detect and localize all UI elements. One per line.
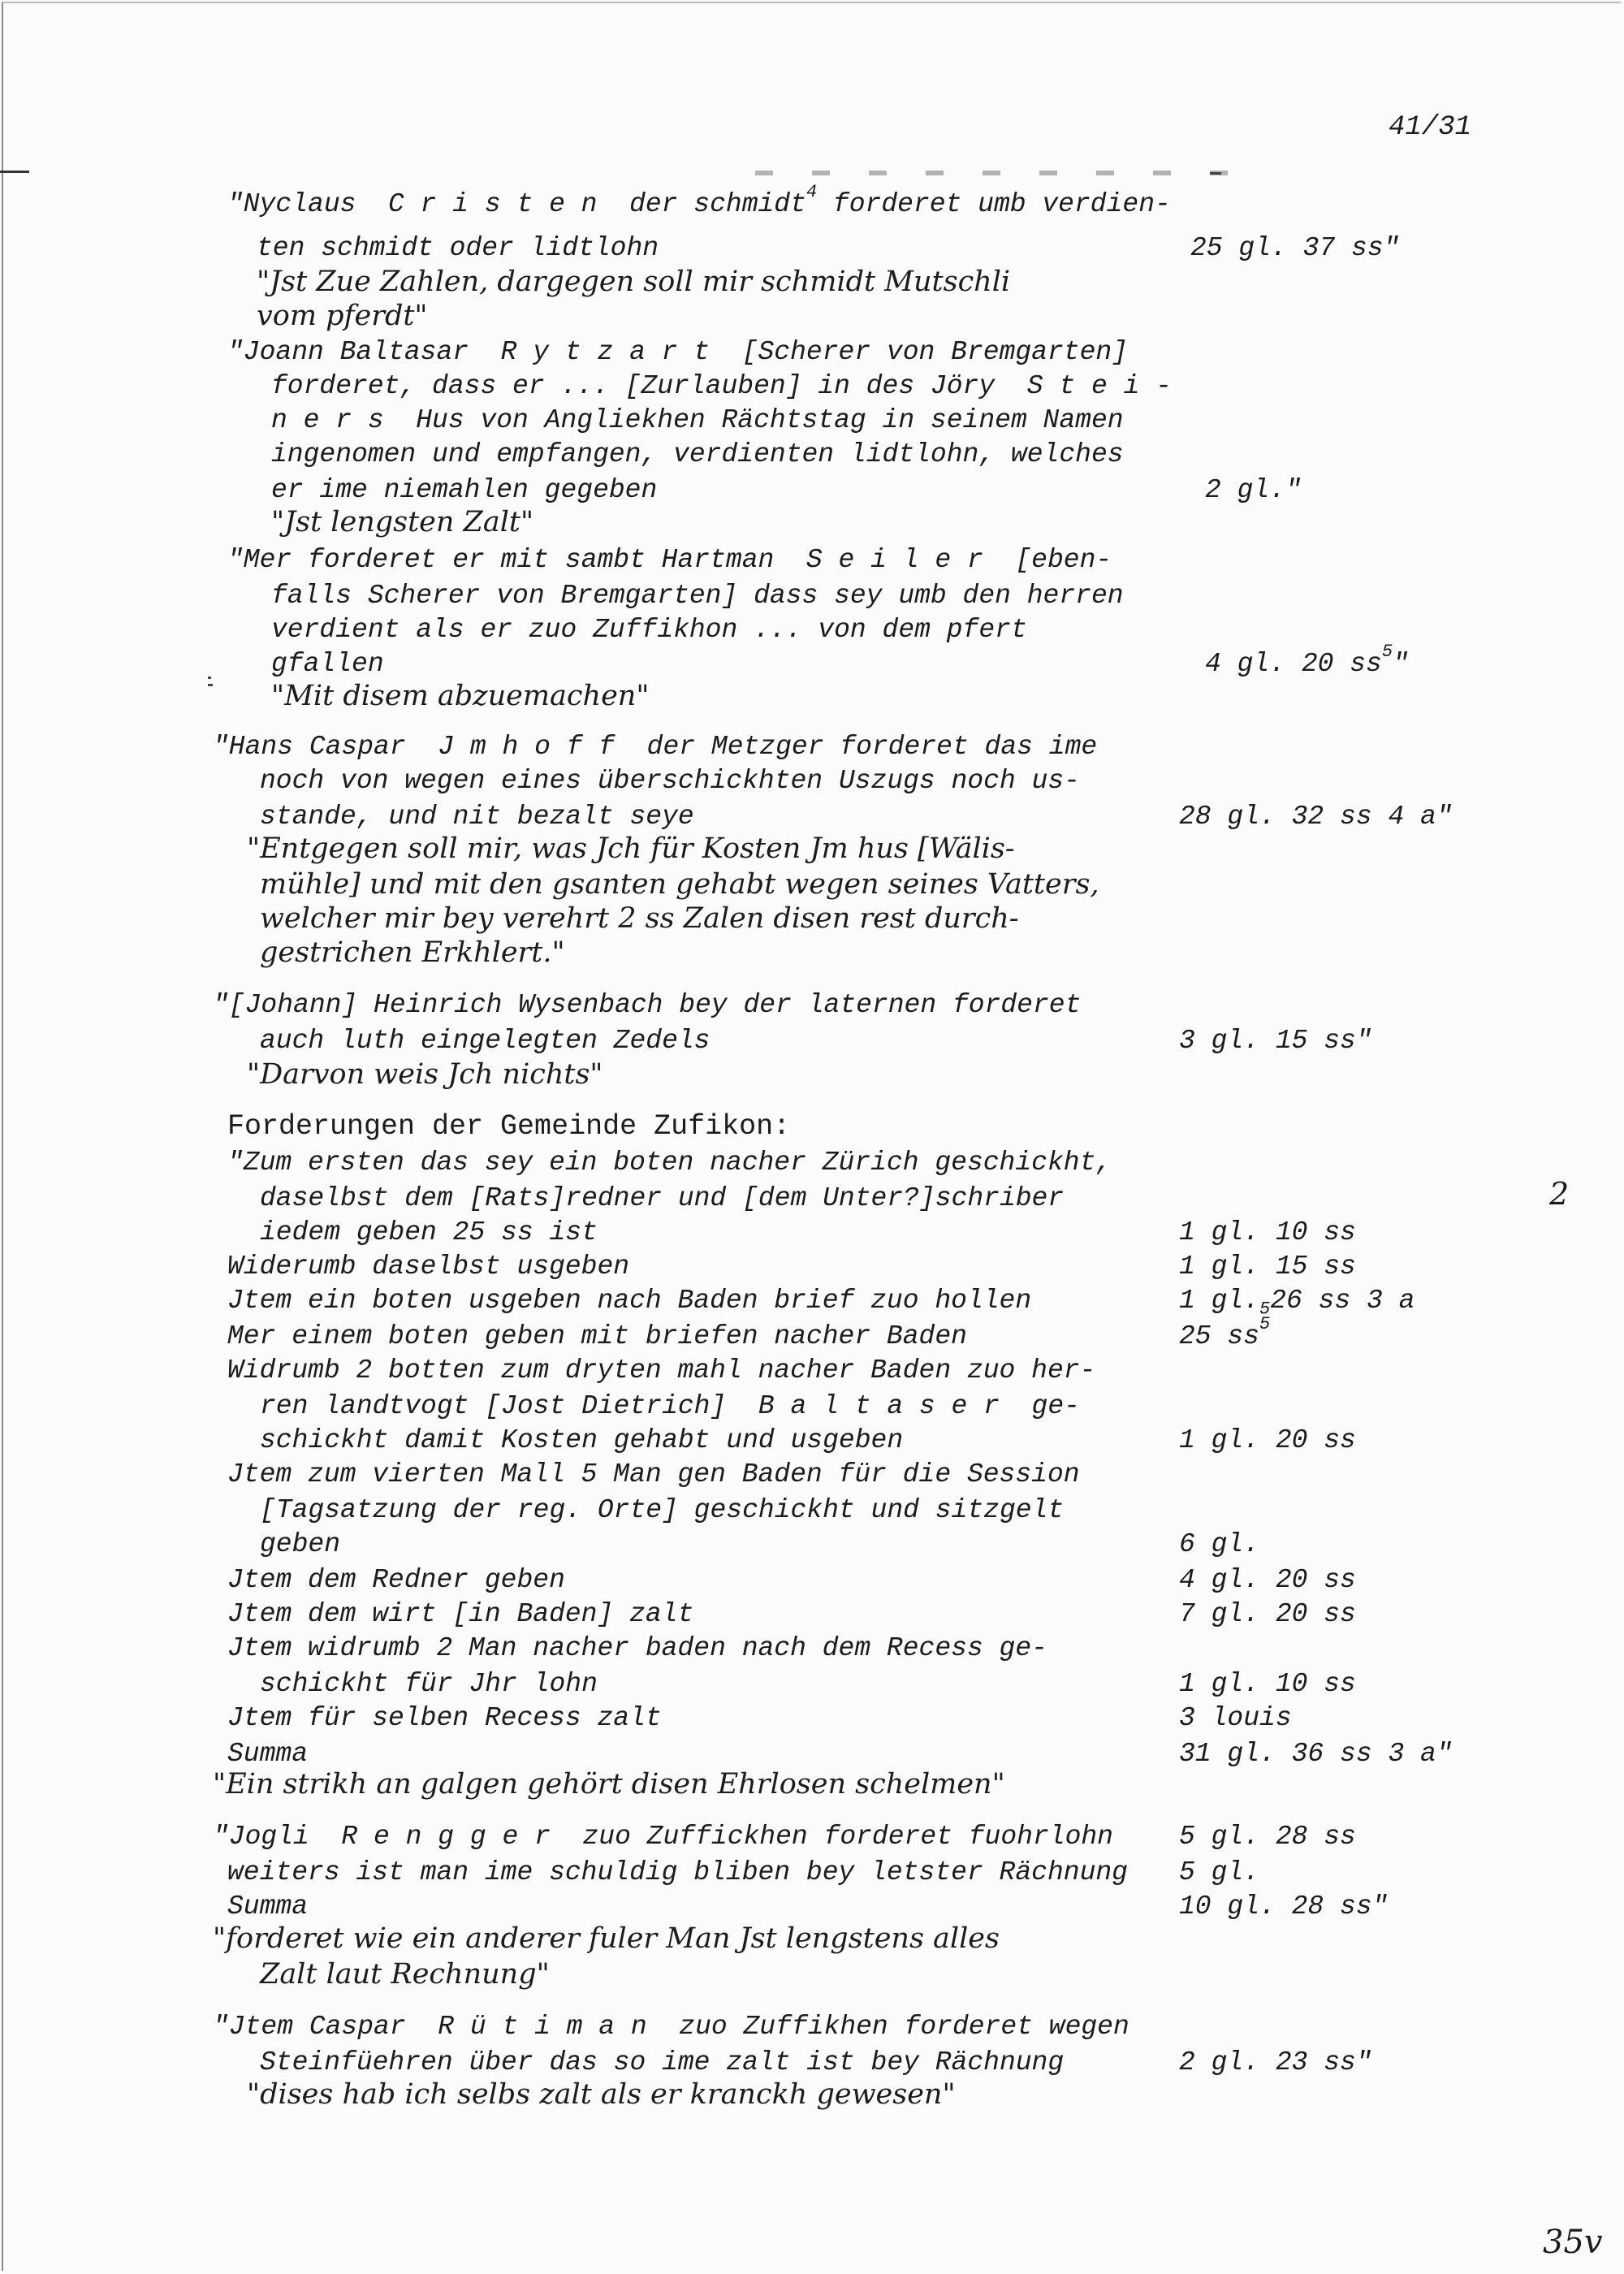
entry-line: Jtem dem wirt [in Baden] zalt	[227, 1599, 694, 1629]
handwritten-note: welcher mir bey verehrt 2 ss Zalen disen rest durch-	[260, 902, 1019, 935]
entry-line: n e r s Hus von Angliekhen Rächtstag in seinem Namen	[271, 405, 1124, 435]
handwritten-note: "Darvon weis Jch nichts"	[247, 1058, 603, 1091]
entry-line: "Jogli R e n g g e r zuo Zuffickhen forderet fuohrlohn	[213, 1822, 1113, 1852]
handwritten-note: Zalt laut Rechnung"	[260, 1958, 550, 1991]
handwritten-note: "Jst lengsten Zalt"	[271, 506, 534, 538]
entry-amount: 1 gl. 20 ss	[1179, 1425, 1356, 1455]
entry-amount: 7 gl. 20 ss	[1179, 1599, 1356, 1629]
footnote-marker: 5	[1259, 1314, 1271, 1334]
entry-amount: 2 gl. 23 ss"	[1179, 2047, 1372, 2077]
footnote-marker: 5	[1381, 642, 1393, 662]
scan-mark	[208, 677, 211, 679]
handwritten-note: vom pferdt"	[257, 300, 428, 332]
entry-amount: 1 gl. 10 ss	[1179, 1217, 1356, 1247]
entry-line: noch von wegen eines überschickhten Uszugs noch us-	[260, 766, 1080, 796]
handwritten-note: "forderet wie ein anderer fuler Man Jst lengstens alles	[213, 1922, 1000, 1955]
entry-line: "Hans Caspar J m h o f f der Metzger forderet das ime	[213, 732, 1098, 762]
entry-line: schickht für Jhr lohn	[260, 1669, 598, 1699]
entry-line: Jtem für selben Recess zalt	[227, 1703, 662, 1733]
page-number: 41/31	[1389, 112, 1472, 143]
handwritten-note: "Ein strikh an galgen gehört disen Ehrlosen schelmen"	[213, 1768, 1005, 1801]
entry-line: ren landtvogt [Jost Dietrich] B a l t a s e r ge-	[260, 1391, 1080, 1421]
entry-line: stande, und nit bezalt seye	[260, 802, 694, 832]
entry-line: falls Scherer von Bremgarten] dass sey umb den herren	[271, 581, 1124, 611]
entry-line: Mer einem boten geben mit briefen nacher Baden	[227, 1321, 967, 1351]
handwritten-note: "Jst Zue Zahlen, dargegen soll mir schmidt Mutschli	[257, 266, 1011, 298]
entry-line: "Nyclaus C r i s t e n der schmidt$^4$ forderet umb verdien-	[227, 182, 1171, 219]
footnote-marker: 5	[1259, 1299, 1271, 1320]
entry-line: Jtem widrumb 2 Man nacher baden nach dem Recess ge-	[227, 1633, 1047, 1663]
handwritten-note: gestrichen Erkhlert."	[260, 936, 565, 969]
entry-line: iedem geben 25 ss ist	[260, 1217, 598, 1247]
entry-line: Jtem ein boten usgeben nach Baden brief zuo hollen	[227, 1286, 1032, 1316]
entry-amount: 3 louis	[1179, 1703, 1292, 1733]
entry-line: gfallen	[271, 649, 384, 679]
entry-line: Jtem dem Redner geben	[227, 1565, 565, 1595]
handwritten-note: "dises hab ich selbs zalt als er kranckh gewesen"	[247, 2078, 956, 2111]
entry-line: "Mer forderet er mit sambt Hartman S e i l e r [eben-	[227, 545, 1112, 575]
handwritten-note: "Entgegen soll mir, was Jch für Kosten Jm hus [Wälis-	[247, 832, 1015, 865]
entry-line: weiters ist man ime schuldig bliben bey letster Rächnung	[227, 1857, 1128, 1887]
entry-amount: 5 gl. 28 ss	[1179, 1822, 1356, 1852]
entry-line: Jtem zum vierten Mall 5 Man gen Baden für die Session	[227, 1459, 1080, 1489]
entry-line: daselbst dem [Rats]redner und [dem Unter?]schriber	[260, 1183, 1065, 1213]
entry-amount: 4 gl. 20 $ss^5$"	[1205, 642, 1409, 679]
entry-amount: 1 gl. 15 ss	[1179, 1252, 1356, 1282]
entry-line: er ime niemahlen gegeben	[271, 475, 658, 505]
entry-amount: 4 gl. 20 ss	[1179, 1565, 1356, 1595]
entry-line: "[Johann] Heinrich Wysenbach bey der laternen forderet	[213, 990, 1082, 1020]
entry-line: Steinfüehren über das so ime zalt ist bey Rächnung	[260, 2047, 1065, 2077]
entry-line: "Zum ersten das sey ein boten nacher Zürich geschickht,	[227, 1148, 1112, 1178]
scan-mark	[208, 684, 213, 686]
entry-line: ten schmidt oder lidtlohn	[257, 233, 659, 263]
entry-line: auch luth eingelegten Zedels	[260, 1026, 710, 1056]
entry-line: Summa	[227, 1739, 309, 1769]
handwritten-note: "Mit disem abzuemachen"	[271, 680, 650, 712]
entry-amount: 1 $gl._526$ ss 3 a	[1179, 1286, 1415, 1320]
entry-line: Summa	[227, 1891, 309, 1922]
edge-mark	[0, 171, 29, 173]
section-heading: Forderungen der Gemeinde Zufikon:	[227, 1110, 791, 1143]
entry-line: schickht damit Kosten gehabt und usgeben	[260, 1425, 904, 1455]
handwritten-note: mühle] und mit den gsanten gehabt wegen seines Vatters,	[260, 868, 1099, 901]
entry-amount: 5 gl.	[1179, 1857, 1260, 1887]
entry-amount: 28 gl. 32 ss 4 a"	[1179, 802, 1453, 832]
margin-note: 2	[1549, 1176, 1570, 1212]
entry-line: [Tagsatzung der reg. Orte] geschickht und sitzgelt	[260, 1495, 1065, 1525]
entry-line: verdient als er zuo Zuffikhon ... von dem pfert	[271, 615, 1027, 645]
entry-amount: 2 gl."	[1205, 475, 1302, 505]
corner-annotation: 35v	[1543, 2224, 1603, 2261]
entry-amount: 25 $ss^5$	[1179, 1314, 1271, 1351]
entry-line: ingenomen und empfangen, verdienten lidtlohn, welches	[271, 439, 1124, 469]
entry-amount: 10 gl. 28 ss"	[1179, 1891, 1389, 1922]
scan-dash-marks	[755, 171, 1242, 175]
scan-mark	[1210, 172, 1221, 175]
entry-line: "Jtem Caspar R ü t i m a n zuo Zuffikhen forderet wegen	[213, 2012, 1129, 2042]
entry-line: "Joann Baltasar R y t z a r t [Scherer von Bremgarten]	[227, 337, 1128, 367]
entry-amount: 25 gl. 37 ss"	[1190, 233, 1400, 263]
entry-line: geben	[260, 1529, 341, 1559]
entry-amount: 31 gl. 36 ss 3 a"	[1179, 1739, 1453, 1769]
entry-line: forderet, dass er ... [Zurlauben] in des Jöry S t e i -	[271, 371, 1172, 401]
entry-amount: 6 gl.	[1179, 1529, 1260, 1559]
entry-line: Widrumb 2 botten zum dryten mahl nacher Baden zuo her-	[227, 1355, 1096, 1386]
entry-line: Widerumb daselbst usgeben	[227, 1252, 630, 1282]
entry-amount: 1 gl. 10 ss	[1179, 1669, 1356, 1699]
entry-amount: 3 gl. 15 ss"	[1179, 1026, 1372, 1056]
footnote-marker: 4	[806, 182, 818, 202]
